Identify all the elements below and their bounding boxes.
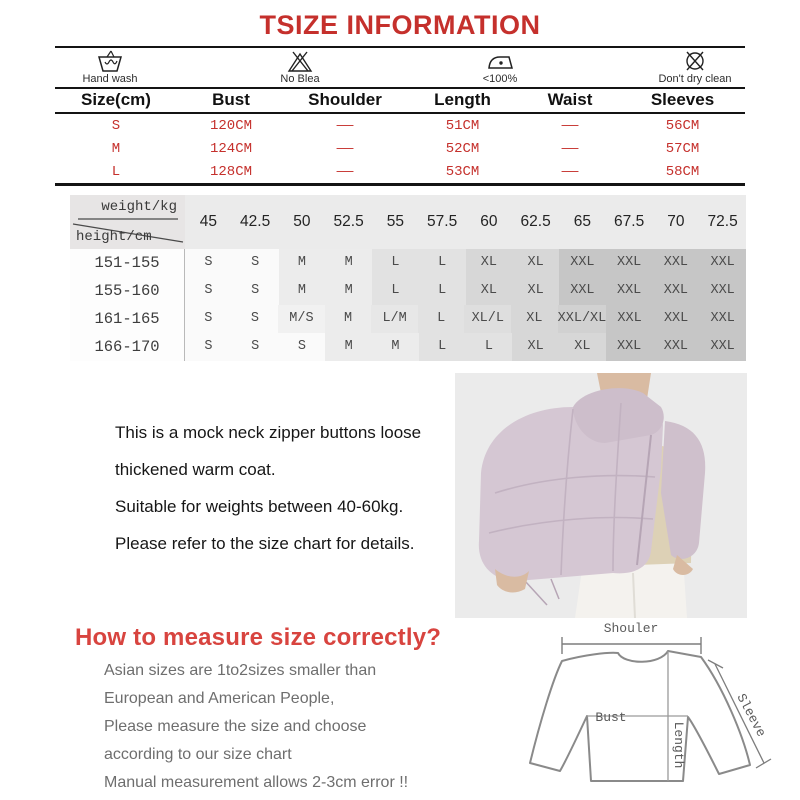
size-table-cell: —— [561,140,579,157]
matrix-size-cell: L [372,277,419,305]
matrix-size-cell: XXL [559,277,606,305]
matrix-size-cell: M [325,277,372,305]
matrix-size-cell: S [279,333,326,361]
sleeve-label: Sleeve [733,691,769,740]
matrix-size-cell: XXL [699,333,746,361]
size-table-cell: 124CM [209,140,252,157]
shoulder-measure-line [562,637,701,654]
size-table-cell: 57CM [665,140,700,157]
care-item-label: <100% [482,73,518,85]
matrix-size-cell: S [185,333,232,361]
matrix-row [70,305,746,333]
size-table-cell: —— [336,163,354,180]
matrix-size-cell: XL [466,249,513,277]
matrix-size-cell: XL [466,277,513,305]
care-item-label: Hand wash [82,73,138,85]
measure-note-line: Please measure the size and choose [104,718,367,735]
matrix-size-cell: M [279,249,326,277]
size-table-column-header: Sleeves [650,89,715,109]
care-item-hand-wash [30,49,190,86]
size-table-column-header: Bust [212,89,250,109]
measure-diagram [498,617,795,797]
matrix-size-cell: M [325,249,372,277]
care-strip [55,46,745,89]
size-table-cell: 51CM [445,117,480,134]
description-line: Suitable for weights between 40-60kg. [115,497,404,516]
size-table-cell: M [111,140,121,157]
matrix-size-cell: M [325,305,372,333]
matrix-size-cell: XXL [653,305,700,333]
matrix-size-cell: XXL [699,305,746,333]
matrix-weight-header: 65 [559,195,606,249]
measure-notes [104,662,504,800]
matrix-size-cell: XXL/XL [558,305,607,333]
size-table [55,87,745,186]
no-dry-clean-icon [615,50,775,73]
matrix-weight-header: 57.5 [419,195,466,249]
matrix-size-cell: XXL [699,277,746,305]
matrix-size-cell: XXL [559,249,606,277]
matrix-height-label: 155-160 [70,277,185,305]
size-table-cell: L [111,163,121,180]
size-table-cell: 120CM [209,117,252,134]
matrix-size-cell: L [419,249,466,277]
measure-note-line: Manual measurement allows 2-3cm error !! [104,774,409,791]
matrix-weight-header: 62.5 [512,195,559,249]
size-table-cell: —— [336,117,354,134]
size-table-row [55,114,745,137]
product-description [115,424,460,572]
matrix-corner-cell [70,195,185,249]
matrix-weight-header: 45 [185,195,232,249]
matrix-weight-header: 70 [653,195,700,249]
care-item-no-dry-clean [615,49,775,86]
matrix-size-cell: XXL [699,249,746,277]
description-line: Please refer to the size chart for details. [115,534,415,553]
matrix-size-cell: L [419,277,466,305]
matrix-size-cell: S [185,249,232,277]
matrix-size-cell: XXL [606,305,653,333]
size-table-row [55,160,745,183]
matrix-size-cell: XL [512,333,559,361]
size-table-cell: —— [336,140,354,157]
matrix-size-cell: XXL [606,249,653,277]
size-table-cell: S [111,117,121,134]
size-table-cell: 53CM [445,163,480,180]
sleeve-measure-line [708,660,771,768]
matrix-size-cell: XL/L [464,305,511,333]
size-table-cell: 52CM [445,140,480,157]
care-item-no-bleach [220,49,380,86]
matrix-size-cell: M [325,333,372,361]
matrix-size-cell: S [185,277,232,305]
length-label: Length [671,721,686,769]
matrix-size-cell: S [232,333,279,361]
matrix-size-cell: L [466,333,513,361]
matrix-size-cell: M/S [278,305,325,333]
size-table-column-header: Length [434,89,491,109]
matrix-weight-header: 55 [372,195,419,249]
care-item-label: Don't dry clean [658,73,732,85]
matrix-size-cell: XXL [653,249,700,277]
matrix-corner-height-label: height/cm [76,229,152,245]
measure-note-line: European and American People, [104,690,335,707]
product-photo [455,373,747,618]
matrix-size-cell: XXL [653,333,700,361]
size-table-cell: 56CM [665,117,700,134]
matrix-size-cell: XL [512,277,559,305]
iron-icon [420,50,580,73]
matrix-weight-header: 52.5 [325,195,372,249]
matrix-weight-header: 42.5 [232,195,279,249]
matrix-size-cell: XL [559,333,606,361]
size-table-cell: —— [561,163,579,180]
matrix-weight-header: 67.5 [606,195,653,249]
size-table-cell: 128CM [209,163,252,180]
matrix-size-cell: XL [511,305,558,333]
size-table-column-header: Waist [547,89,593,109]
matrix-row [70,333,746,361]
matrix-size-cell: XXL [606,277,653,305]
no-bleach-icon [220,50,380,73]
matrix-height-label: 161-165 [70,305,185,333]
matrix-height-label: 166-170 [70,333,185,361]
size-table-column-header: Size(cm) [81,89,151,109]
matrix-size-cell: S [185,305,232,333]
description-line: This is a mock neck zipper buttons loose [115,423,422,442]
matrix-size-cell: L/M [371,305,418,333]
description-line: thickened warm coat. [115,460,276,479]
matrix-header [70,195,746,249]
matrix-size-cell: L [418,305,465,333]
matrix-size-cell: M [372,333,419,361]
bust-label: Bust [595,710,627,725]
size-table-row [55,137,745,160]
measure-note-line: Asian sizes are 1to2sizes smaller than [104,662,377,679]
size-table-cell: —— [561,117,579,134]
matrix-size-cell: XXL [653,277,700,305]
matrix-corner-weight-label: weight/kg [101,199,177,215]
care-item-iron [420,49,580,86]
size-table-body [55,114,745,183]
matrix-size-cell: XXL [606,333,653,361]
measure-note-line: according to our size chart [104,746,292,763]
matrix-size-cell: L [419,333,466,361]
matrix-size-cell: S [232,249,279,277]
matrix-row [70,277,746,305]
size-table-column-header: Shoulder [308,89,382,109]
matrix-body [70,249,746,361]
matrix-size-cell: S [232,305,279,333]
matrix-size-cell: M [279,277,326,305]
care-item-label: No Blea [280,73,320,85]
matrix-weight-header: 60 [466,195,513,249]
size-table-header [55,87,745,114]
weight-height-matrix [70,195,746,361]
hand-wash-icon [30,50,190,73]
matrix-weight-header: 50 [279,195,326,249]
size-table-cell: 58CM [665,163,700,180]
matrix-weight-header: 72.5 [699,195,746,249]
matrix-size-cell: L [372,249,419,277]
matrix-size-cell: XL [512,249,559,277]
page-title: TSIZE INFORMATION [259,10,541,40]
shoulder-label: Shouler [603,621,659,636]
matrix-size-cell: S [232,277,279,305]
measure-heading: How to measure size correctly? [75,624,442,651]
matrix-row [70,249,746,277]
matrix-height-label: 151-155 [70,249,185,277]
